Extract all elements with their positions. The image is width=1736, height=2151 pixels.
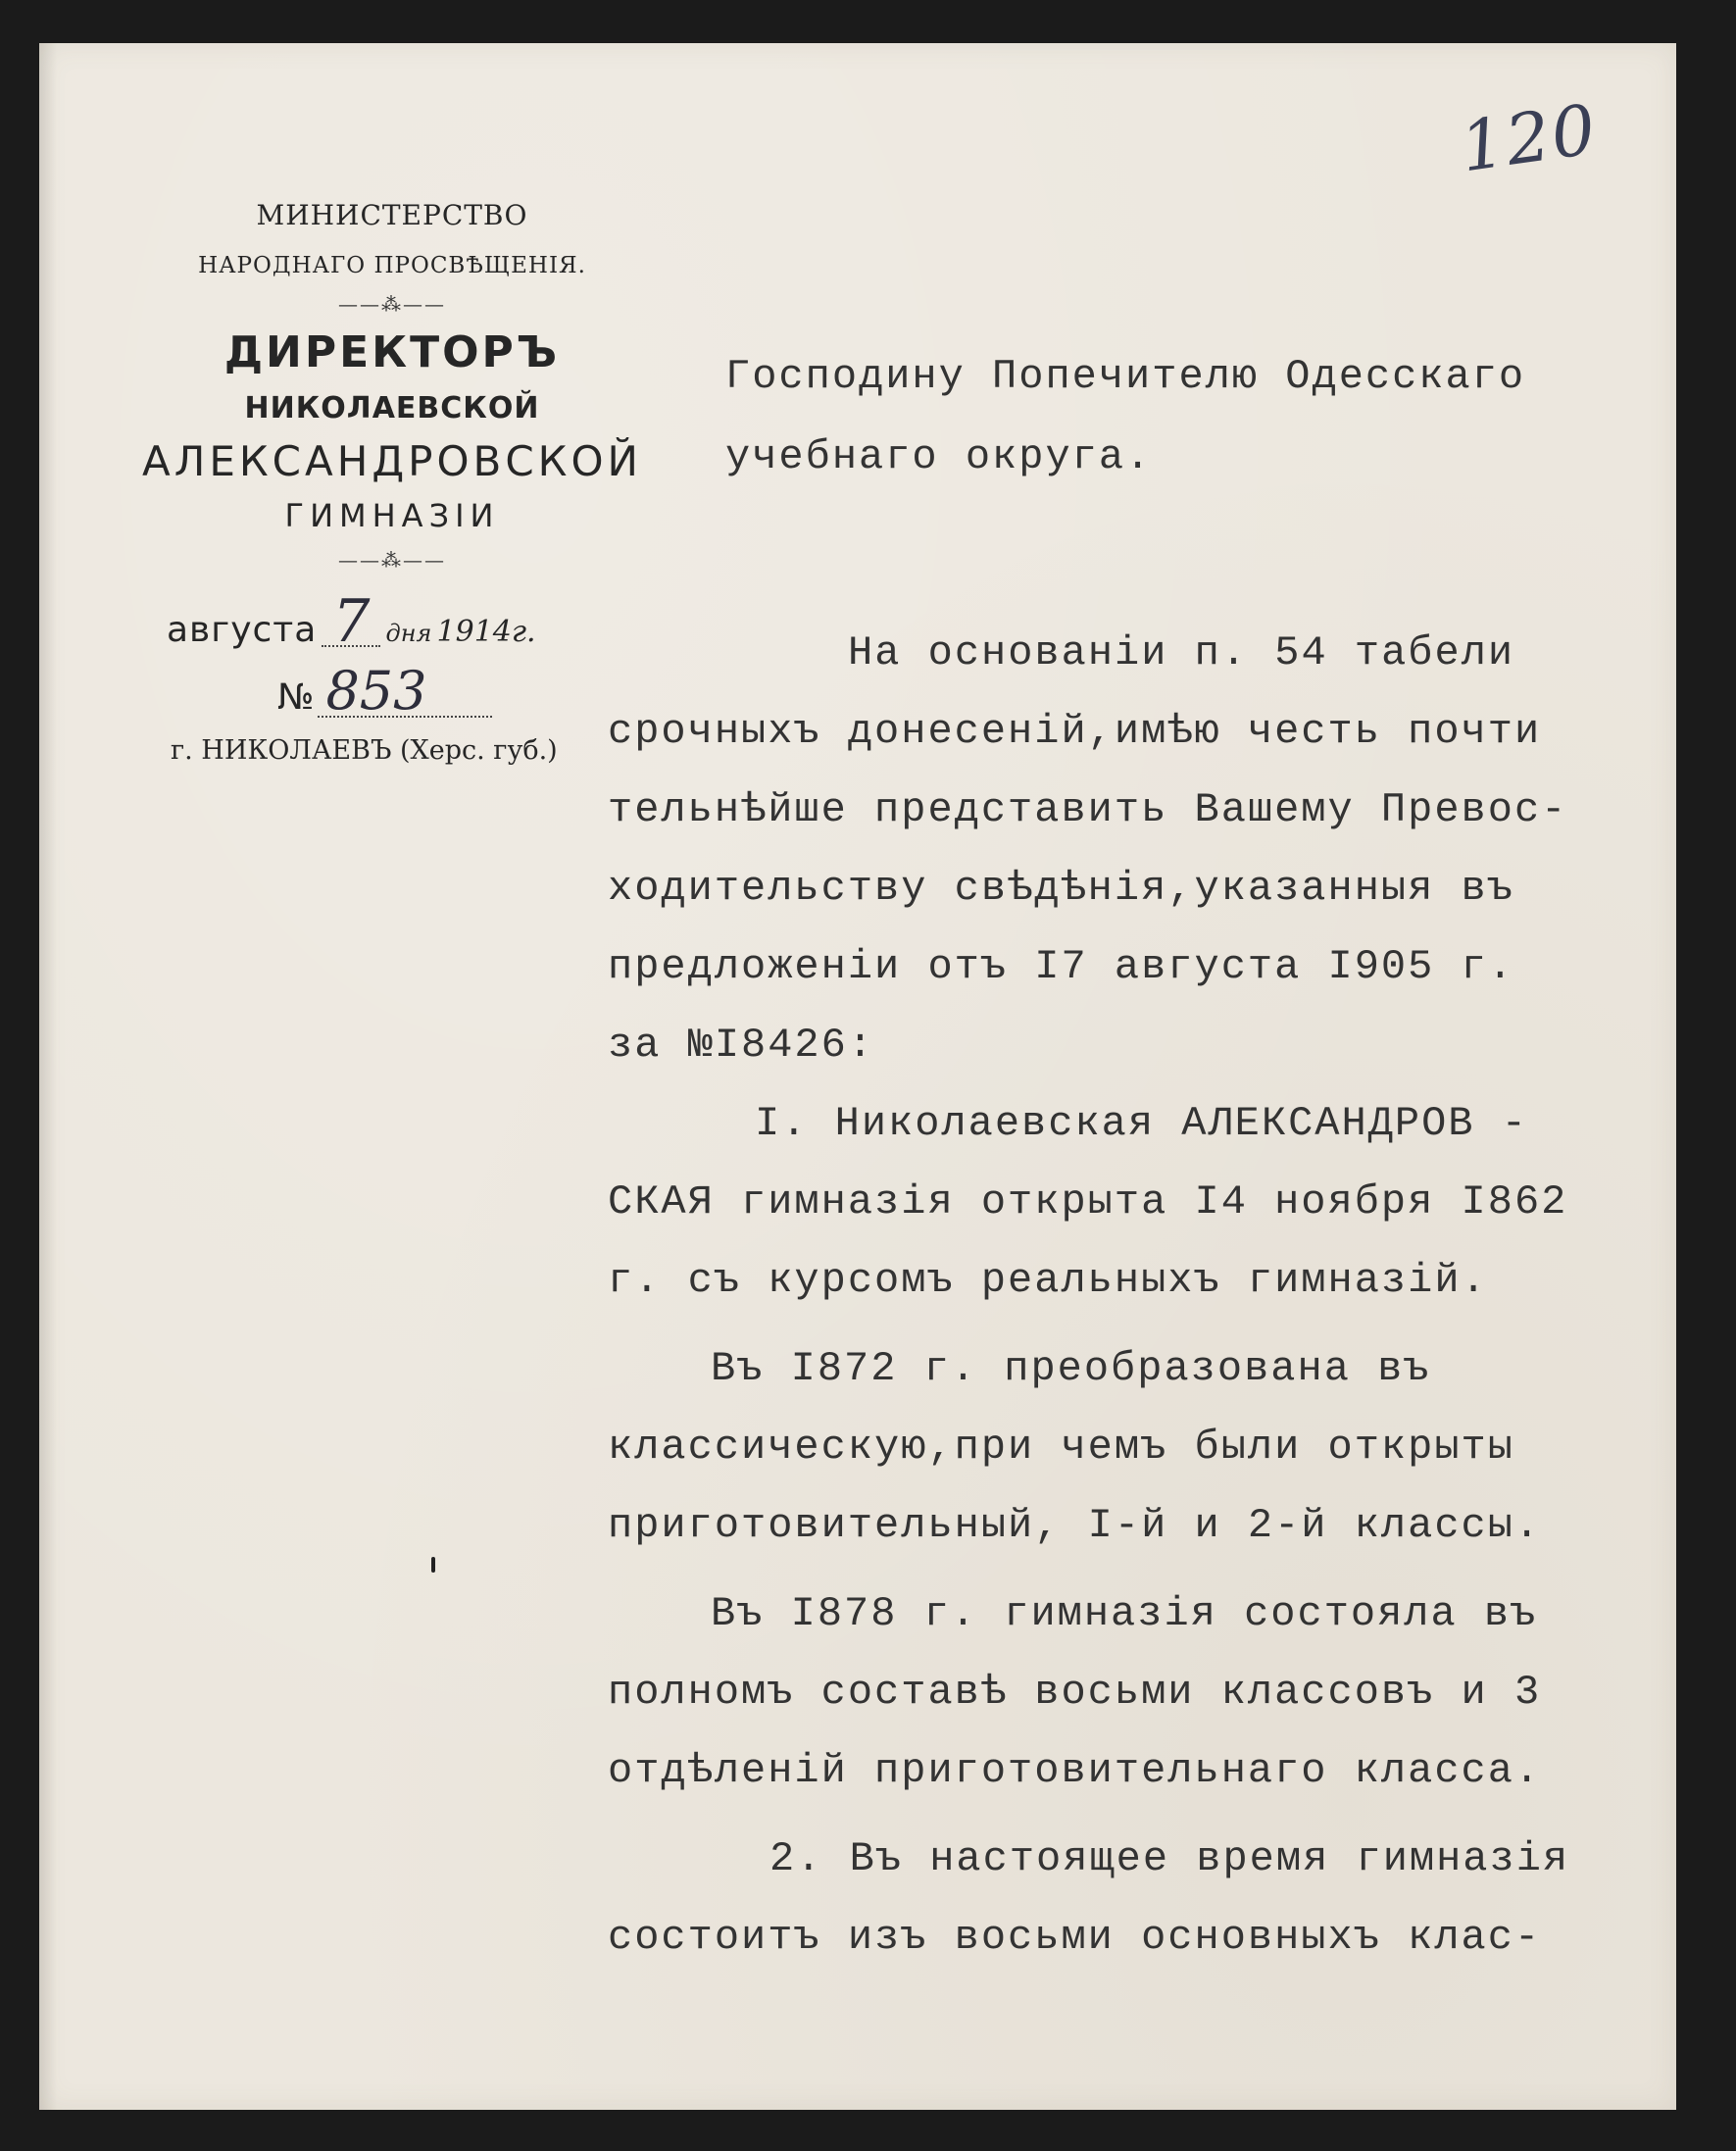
body-line: предложеніи отъ I7 августа I905 г. [608, 943, 1514, 990]
body-line: учебнаго округа. [725, 433, 1153, 480]
letter-date [167, 587, 647, 656]
letterhead-nikolaev: НИКОЛАЕВСКОЙ [244, 391, 540, 425]
body-line: полномъ составѣ восьми классовъ и 3 [608, 1669, 1542, 1716]
body-line: I. Николаевская АЛЕКСАНДРОВ - [755, 1100, 1528, 1147]
letterhead-city: г. НИКОЛАЕВЪ (Херс. губ.) [171, 735, 558, 766]
margin-ink-mark [431, 1557, 435, 1573]
letterhead-gymnasium: ГИМНАЗІИ [284, 497, 500, 534]
number-value-handwritten: 853 [318, 667, 492, 718]
date-dnya: дня [385, 620, 432, 647]
letterhead-alexandrovskoy: АЛЕКСАНДРОВСКОЙ [142, 437, 642, 485]
folio-number: 120 [1455, 88, 1603, 188]
body-line: г. съ курсомъ реальныхъ гимназій. [608, 1257, 1488, 1304]
body-line: состоитъ изъ восьми основныхъ клас- [608, 1914, 1542, 1961]
body-line: СКАЯ гимназія открыта I4 ноября I862 [608, 1178, 1568, 1226]
body-line: приготовительный, I-й и 2-й классы. [608, 1502, 1542, 1549]
body-line: Въ I872 г. преобразована въ [711, 1345, 1431, 1392]
body-line: Въ I878 г. гимназія состояла въ [711, 1590, 1538, 1637]
letterhead-ornament: ——⁂—— [338, 292, 446, 316]
body-line: 2. Въ настоящее время гимназія [769, 1835, 1570, 1882]
letterhead-ornament-2: ——⁂—— [338, 548, 446, 572]
body-line: ходительству свѣдѣнія,указанныя въ [608, 865, 1514, 912]
letterhead [137, 196, 647, 572]
body-line: классическую,при чемъ были открыты [608, 1424, 1514, 1471]
body-line: за №I8426: [608, 1022, 875, 1069]
body-line: тельнѣйше представить Вашему Превос- [608, 786, 1568, 833]
number-label: № [277, 677, 315, 718]
page-edge-shadow [39, 43, 57, 2110]
date-year: 1914г. [436, 615, 536, 649]
date-day-handwritten: 7 [322, 598, 380, 647]
date-month: августа [167, 610, 318, 650]
body-line: На основаніи п. 54 табели [848, 629, 1515, 676]
letterhead-title: ДИРЕКТОРЪ [223, 327, 561, 377]
letterhead-ministry: МИНИСТЕРСТВО [256, 199, 528, 231]
body-line: срочныхъ донесеній,имѣю честь почти [608, 708, 1542, 755]
outgoing-number [277, 660, 513, 722]
body-line: отдѣленій приготовительнаго класса. [608, 1747, 1542, 1794]
body-line: Господину Попечителю Одесскаго [725, 353, 1526, 400]
letterhead-ministry-subtitle: НАРОДНАГО ПРОСВѢЩЕНІЯ. [198, 253, 586, 278]
